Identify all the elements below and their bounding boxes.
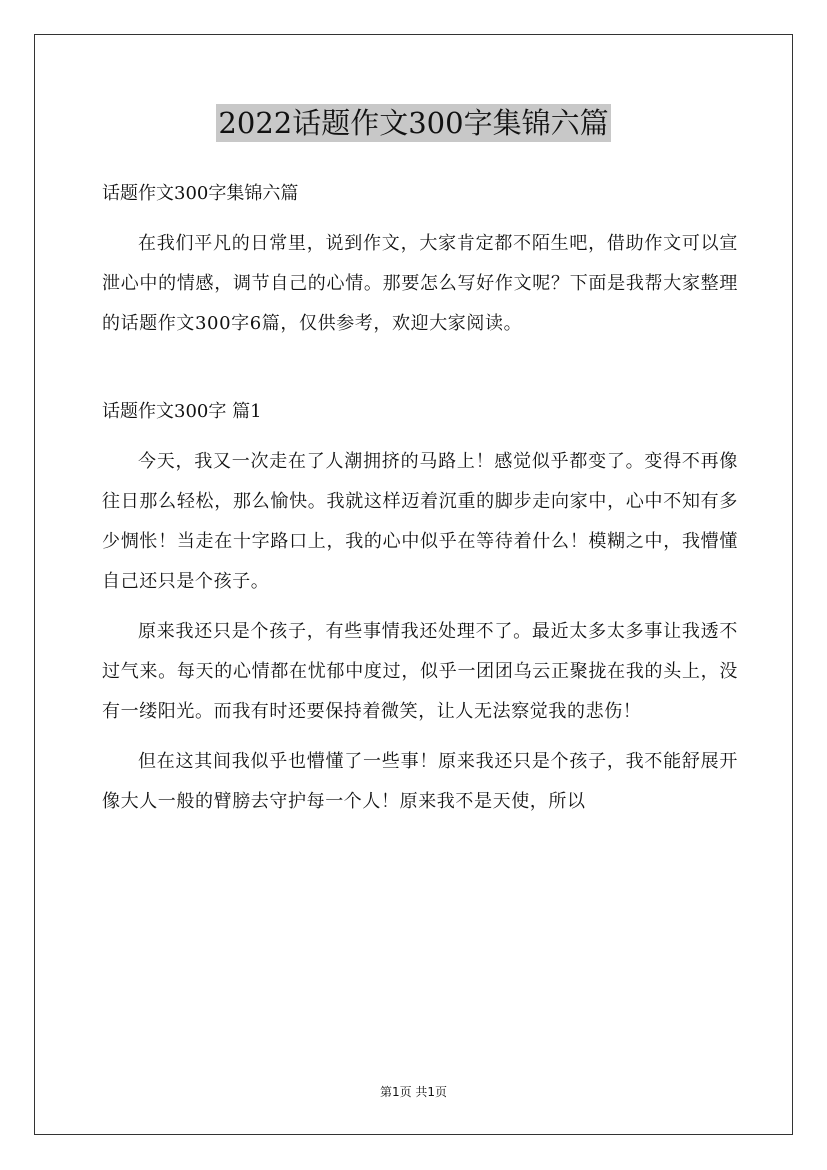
body-paragraph-2: 原来我还只是个孩子，有些事情我还处理不了。最近太多太多事让我透不过气来。每天的心情都在忧郁中度过，似乎一团团乌云正聚拢在我的头上，没有一缕阳光。而我有时还要保持着微笑，让人无法察觉我的悲伤！ bbox=[102, 621, 738, 722]
title-container bbox=[0, 104, 827, 142]
spacer bbox=[102, 602, 738, 612]
spacer bbox=[102, 344, 738, 392]
document-title: 2022话题作文300字集锦六篇 bbox=[218, 106, 609, 140]
document-subtitle: 话题作文300字集锦六篇 bbox=[102, 183, 299, 204]
body-paragraph-3: 但在这其间我似乎也懵懂了一些事！原来我还只是个孩子，我不能舒展开像大人一般的臂膀去守护每一个人！原来我不是天使，所以 bbox=[102, 751, 738, 812]
spacer bbox=[102, 432, 738, 442]
body-paragraph-1: 今天，我又一次走在了人潮拥挤的马路上！感觉似乎都变了。变得不再像往日那么轻松，那么愉快。我就这样迈着沉重的脚步走向家中，心中不知有多少惆怅！当走在十字路口上，我的心中似乎在等待着什么！模糊之中，我懵懂自己还只是个孩子。 bbox=[102, 451, 738, 592]
intro-paragraph: 在我们平凡的日常里，说到作文，大家肯定都不陌生吧，借助作文可以宣泄心中的情感，调节自己的心情。那要怎么写好作文呢？下面是我帮大家整理的话题作文300字6篇，仅供参考，欢迎大家阅读。 bbox=[102, 233, 738, 334]
page-footer bbox=[0, 1084, 827, 1100]
page-number-label: 第1页 共1页 bbox=[379, 1085, 448, 1099]
spacer bbox=[102, 732, 738, 742]
section-heading: 话题作文300字 篇1 bbox=[102, 401, 262, 422]
document-content bbox=[102, 174, 738, 822]
spacer bbox=[102, 214, 738, 224]
